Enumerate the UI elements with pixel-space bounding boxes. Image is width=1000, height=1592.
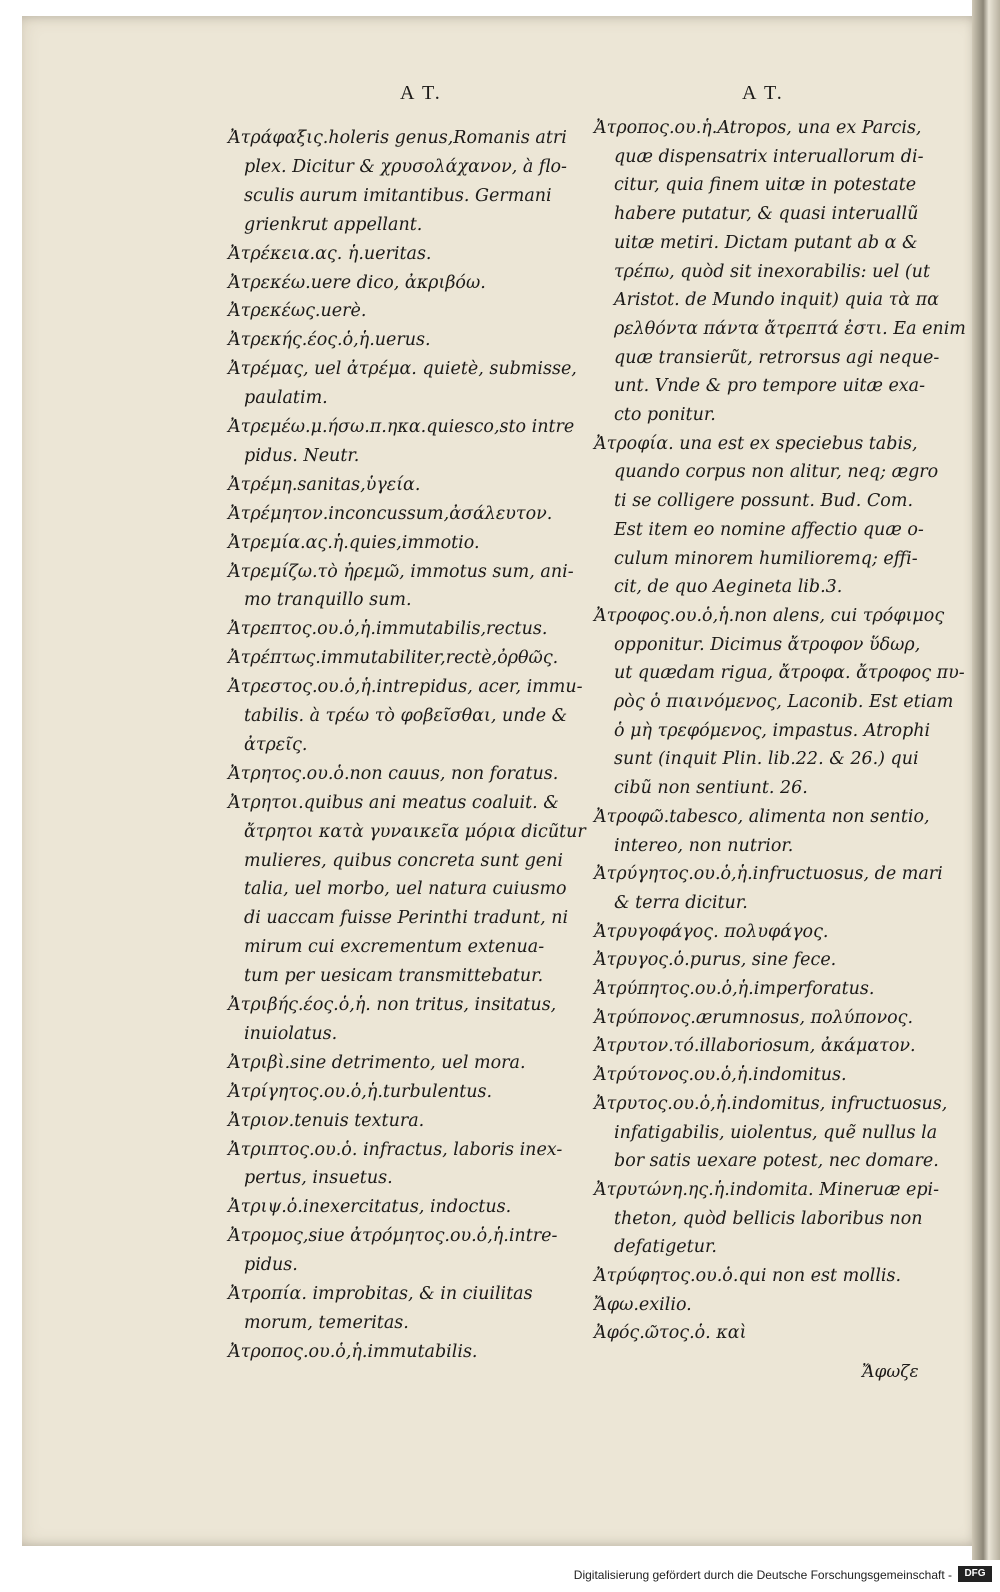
dictionary-line: tum per uesicam transmittebatur.: [244, 966, 544, 987]
dictionary-line: Ἀτρυτον.τό.illaboriosum, ἀκάματον.: [594, 1036, 916, 1057]
dictionary-line: Ἀτροφος.ου.ὁ,ἡ.non alens, cui τρόφιμος: [594, 605, 945, 626]
dictionary-line: & terra dicitur.: [614, 892, 748, 913]
dictionary-line: Ἀτρυγοφάγος. πολυφάγος.: [594, 921, 829, 942]
dictionary-line: morum, temeritas.: [244, 1312, 409, 1333]
running-head-left: A T.: [400, 82, 442, 104]
dictionary-line: Ἀτρύγητος.ου.ὁ,ἡ.infructuosus, de mari: [594, 864, 943, 885]
footer-credit: Digitalisierung gefördert durch die Deutsche Forschungsgemeinschaft -: [573, 1568, 952, 1582]
dictionary-line: pidus. Neutr.: [244, 445, 360, 466]
dictionary-line: Ἀτρυτος.ου.ὁ,ἡ.indomitus, infructuosus,: [594, 1093, 948, 1114]
dictionary-line: quæ transierũt, retrorsus agi neque-: [614, 347, 940, 368]
dictionary-line: Ἀτρυτώνη.ης.ἡ.indomita. Mineruæ epi-: [594, 1179, 940, 1200]
dictionary-line: Ἀτρομος,siue ἀτρόμητος.ου.ὁ,ἡ.intre-: [228, 1226, 558, 1247]
dictionary-line: cibũ non sentiunt. 26.: [614, 778, 808, 799]
dictionary-line: unt. Vnde & pro tempore uitæ exa-: [614, 376, 926, 397]
dictionary-line: Ἀτρεστος.ου.ὁ,ἡ.intrepidus, acer, immu-: [228, 677, 583, 698]
dictionary-line: opponitur. Dicimus ἄτροφον ὕδωρ,: [614, 634, 921, 655]
dictionary-line: grienkrut appellant.: [244, 214, 423, 235]
dictionary-line: τρέπω, quòd sit inexorabilis: uel (ut: [614, 261, 930, 282]
dictionary-line: Ἀτρύτονος.ου.ὁ,ἡ.indomitus.: [594, 1065, 847, 1086]
dictionary-line: ἀτρεῖς.: [244, 734, 308, 755]
dictionary-line: quando corpus non alitur, neq; ægro: [614, 462, 939, 483]
dictionary-line: Ἀτροπία. improbitas, & in ciuilitas: [228, 1284, 533, 1304]
book-fore-edge: [972, 0, 1000, 1560]
dictionary-line: culum minorem humilioremq; effi-: [614, 548, 918, 569]
dictionary-line: Ἀτρεκής.έος.ὁ,ἡ.uerus.: [228, 330, 431, 351]
dictionary-line: sunt (inquit Plin. lib.22. & 26.) qui: [614, 749, 919, 770]
dictionary-line: Ἀτροφία. una est ex speciebus tabis,: [594, 433, 918, 454]
dictionary-line: Ἀτρεμία.ας.ἡ.quies,immotio.: [228, 532, 480, 553]
dictionary-line: Ἀτρίγητος.ου.ὁ,ἡ.turbulentus.: [228, 1081, 493, 1102]
dictionary-line: Ἀτρύφητος.ου.ὁ.qui non est mollis.: [594, 1266, 902, 1286]
dictionary-line: infatigabilis, uiolentus, quẽ nullus la: [614, 1122, 938, 1143]
dictionary-line: ρὸς ὁ πιαινόμενος, Laconib. Est etiam: [614, 692, 954, 712]
dictionary-line: cit, de quo Aegineta lib.3.: [614, 577, 843, 598]
dictionary-line: tabilis. à τρέω τὸ φοβεῖσθαι, unde &: [244, 706, 568, 726]
dictionary-line: bor satis uexare potest, nec domare.: [614, 1151, 939, 1172]
dictionary-line: Ἀτρύπητος.ου.ὁ,ἡ.imperforatus.: [594, 979, 875, 999]
footer-bar: [0, 1560, 1000, 1592]
dictionary-line: ὁ μὴ τρεφόμενος, impastus. Atrophi: [614, 720, 931, 741]
dictionary-line: sculis aurum imitantibus. Germani: [244, 185, 552, 206]
dictionary-line: Ἀτριον.tenuis textura.: [228, 1110, 425, 1131]
dictionary-line: Ἀτρητος.ου.ὁ.non cauus, non foratus.: [228, 763, 559, 784]
dictionary-line: Ἀτριβής.έος.ὁ,ἡ. non tritus, insitatus,: [228, 995, 557, 1015]
dictionary-line: paulatim.: [244, 388, 328, 409]
dictionary-line: Ἀτροφῶ.tabesco, alimenta non sentio,: [594, 806, 930, 827]
dictionary-line: Ἀτρέμη.sanitas,ὑγεία.: [228, 474, 421, 495]
dictionary-line: theton, quòd bellicis laboribus non: [614, 1208, 923, 1229]
dictionary-line: Ἀτρεκέως.uerè.: [228, 301, 367, 322]
dictionary-line: Ἀτροπος.ου.ὁ,ἡ.immutabilis.: [228, 1341, 478, 1362]
dictionary-line: plex. Dicitur & χρυσολάχανον, à flo-: [244, 156, 567, 177]
dictionary-line: Ἀτρύπονος.ærumnosus, πολύπονος.: [594, 1007, 914, 1028]
dictionary-line: Ἀτράφαξις.holeris genus,Romanis atri: [228, 128, 567, 148]
catchword: Ἄφωζε: [862, 1362, 919, 1382]
dictionary-line: Ἀτρέμας, uel ἀτρέμα. quietè, submisse,: [228, 359, 577, 380]
dictionary-line: quæ dispensatrix interuallorum di-: [614, 146, 924, 167]
dictionary-line: Ἀτριψ.ὁ.inexercitatus, indoctus.: [228, 1197, 512, 1218]
dictionary-line: mulieres, quibus concreta sunt geni: [244, 850, 564, 871]
dictionary-line: Ἀτροπος.ου.ἡ.Atropos, una ex Parcis,: [594, 118, 922, 138]
dictionary-line: Ἀτρέμητον.inconcussum,ἀσάλευτον.: [228, 503, 553, 524]
dictionary-line: Ἄφω.exilio.: [594, 1294, 692, 1315]
dictionary-line: Ἀτρέπτως.immutabiliter,rectè,ὀρθῶς.: [228, 648, 559, 669]
dictionary-line: Ἀτρέκεια.ας. ἡ.ueritas.: [228, 243, 432, 264]
dictionary-line: Ἀτρητοι.quibus ani meatus coaluit. &: [228, 792, 559, 813]
dictionary-line: ρελθόντα πάντα ἄτρεπτά ἐστι. Ea enim: [614, 318, 966, 339]
dictionary-line: talia, uel morbo, uel natura cuiusmo: [244, 879, 567, 900]
dictionary-line: Ἀτρεμέω.μ.ήσω.π.ηκα.quiesco,sto intre: [228, 417, 575, 437]
dictionary-line: mo tranquillo sum.: [244, 590, 412, 611]
dictionary-line: di uaccam fuisse Perinthi tradunt, ni: [244, 908, 569, 929]
dictionary-line: pertus, insuetus.: [244, 1168, 393, 1189]
dictionary-line: citur, quia finem uitæ in potestate: [614, 175, 917, 196]
dfg-logo: DFG: [958, 1566, 992, 1582]
dictionary-line: habere putatur, & quasi interuallũ: [614, 204, 919, 225]
dictionary-line: mirum cui excrementum extenua-: [244, 937, 545, 958]
dictionary-line: ἄτρητοι κατὰ γυναικεῖα μόρια dicũtur: [244, 821, 586, 842]
dictionary-line: Ἀτρεμίζω.τὸ ἠρεμῶ, immotus sum, ani-: [228, 561, 574, 582]
dictionary-line: ti se colligere possunt. Bud. Com.: [614, 491, 914, 512]
dictionary-line: ut quædam rigua, ἄτροφα. ἄτροφος πυ-: [614, 663, 965, 684]
dictionary-line: Aristot. de Mundo inquit) quia τὰ πα: [614, 290, 939, 311]
dictionary-line: Est item eo nomine affectio quæ o-: [614, 519, 924, 540]
dictionary-line: Ἀτρυγος.ὁ.purus, sine fece.: [594, 950, 837, 971]
dictionary-line: pidus.: [244, 1255, 298, 1276]
dictionary-line: Ἀτριπτος.ου.ὁ. infractus, laboris inex-: [228, 1139, 563, 1160]
dictionary-line: cto ponitur.: [614, 405, 716, 425]
dictionary-line: uitæ metiri. Dictam putant ab α &: [614, 232, 918, 253]
running-head-right: A T.: [742, 82, 784, 104]
dictionary-line: Ἀτρεπτος.ου.ὁ,ἡ.immutabilis,rectus.: [228, 619, 548, 640]
dictionary-line: Ἀφός.ῶτος.ὁ. καὶ: [594, 1323, 747, 1344]
dictionary-line: inuiolatus.: [244, 1023, 338, 1044]
dictionary-line: Ἀτριβὶ.sine detrimento, uel mora.: [228, 1052, 526, 1073]
dictionary-line: defatigetur.: [614, 1237, 717, 1258]
dictionary-line: Ἀτρεκέω.uere dico, ἀκριβόω.: [228, 272, 486, 293]
dictionary-line: intereo, non nutrior.: [614, 835, 794, 856]
